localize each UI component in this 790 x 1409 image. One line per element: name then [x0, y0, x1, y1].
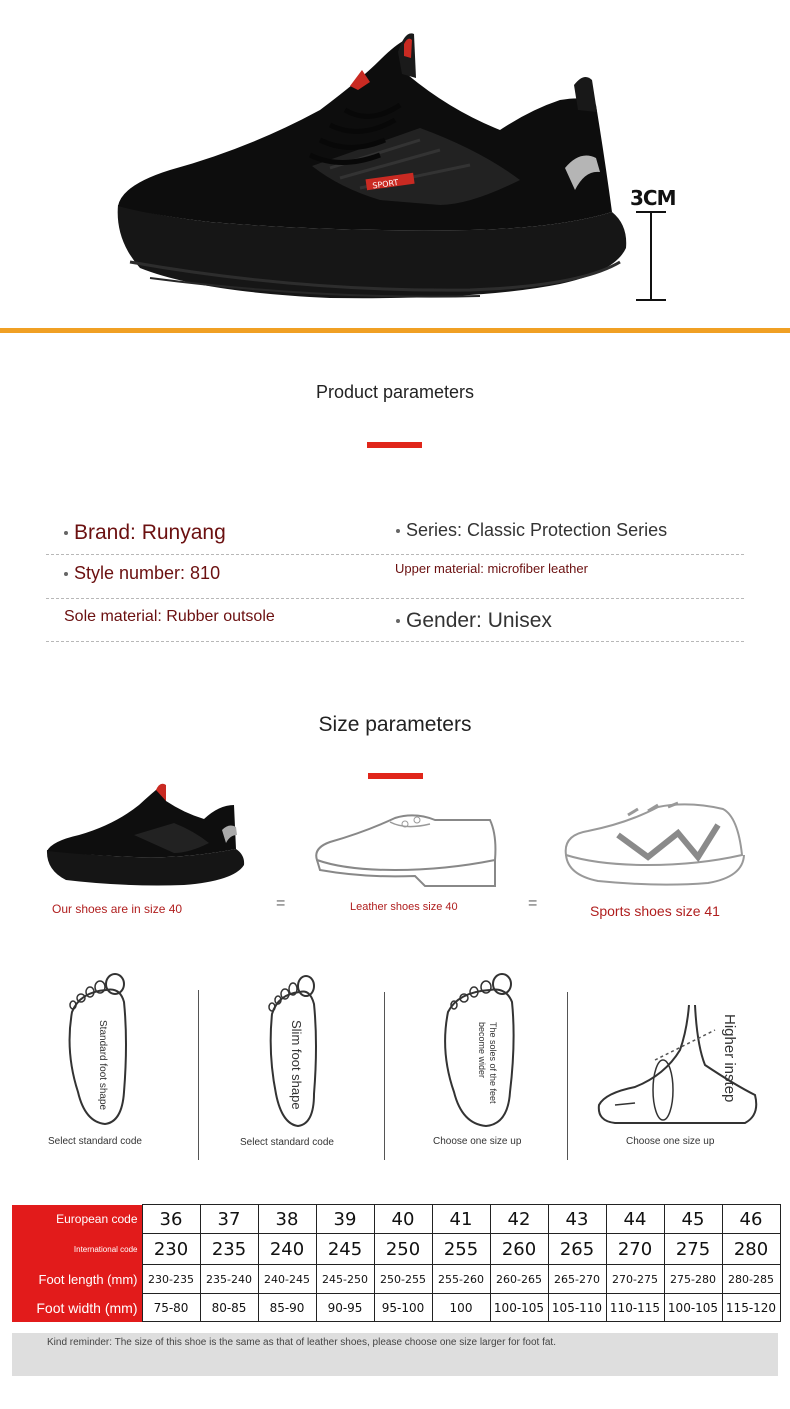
table-cell: 280-285	[722, 1265, 780, 1294]
orange-divider	[0, 328, 790, 333]
table-row	[12, 1265, 780, 1294]
table-cell: 95-100	[374, 1294, 432, 1322]
table-cell: 275-280	[664, 1265, 722, 1294]
param-divider	[46, 641, 744, 642]
foot-shape-label: Higher instep	[721, 1014, 738, 1103]
foot-shape-label: The soles of the feet become wider	[477, 1022, 498, 1104]
sports-shoe-image	[558, 795, 753, 895]
table-cell: 85-90	[258, 1294, 316, 1322]
table-cell: 275	[664, 1234, 722, 1265]
column-divider	[567, 992, 568, 1160]
size-title-underline	[368, 773, 423, 779]
equals-sign: =	[276, 895, 286, 912]
table-cell: 230	[142, 1234, 200, 1265]
foot-width-header: Foot width (mm)	[12, 1294, 142, 1322]
leather-shoe-image	[305, 790, 505, 895]
table-cell: 40	[374, 1205, 432, 1234]
table-cell: 44	[606, 1205, 664, 1234]
table-cell: 38	[258, 1205, 316, 1234]
european-code-header: European code	[12, 1205, 142, 1234]
table-cell: 100-105	[490, 1294, 548, 1322]
table-cell: 255	[432, 1234, 490, 1265]
foot-shape-caption: Choose one size up	[433, 1136, 522, 1147]
table-cell: 250-255	[374, 1265, 432, 1294]
table-cell: 39	[316, 1205, 374, 1234]
table-cell: 45	[664, 1205, 722, 1234]
param-style-number: Style number: 810	[64, 563, 220, 584]
param-divider	[46, 554, 744, 555]
leather-shoes-caption: Leather shoes size 40	[350, 901, 458, 913]
table-cell: 90-95	[316, 1294, 374, 1322]
our-shoes-caption: Our shoes are in size 40	[52, 902, 183, 916]
param-divider	[46, 598, 744, 599]
our-shoe-image	[44, 775, 249, 890]
size-parameters-title: Size parameters	[318, 713, 472, 736]
table-row	[12, 1205, 780, 1234]
table-cell: 80-85	[200, 1294, 258, 1322]
table-row	[12, 1294, 780, 1322]
param-upper-material: Upper material: microfiber leather	[395, 561, 588, 576]
table-cell: 260	[490, 1234, 548, 1265]
table-cell: 240	[258, 1234, 316, 1265]
table-cell: 46	[722, 1205, 780, 1234]
column-divider	[384, 992, 385, 1160]
table-cell: 110-115	[606, 1294, 664, 1322]
table-cell: 37	[200, 1205, 258, 1234]
table-cell: 265-270	[548, 1265, 606, 1294]
equals-sign: =	[528, 895, 538, 912]
height-label: 3CM	[630, 186, 676, 210]
foot-shape-caption: Choose one size up	[626, 1136, 715, 1147]
foot-shape-label: Standard foot shape	[97, 1020, 108, 1111]
table-cell: 36	[142, 1205, 200, 1234]
table-cell: 240-245	[258, 1265, 316, 1294]
table-cell: 265	[548, 1234, 606, 1265]
kind-reminder: Kind reminder: The size of this shoe is the same as that of leather shoes, please choose one size larger for foot fat.	[12, 1333, 778, 1376]
table-cell: 270-275	[606, 1265, 664, 1294]
param-series: Series: Classic Protection Series	[396, 520, 667, 541]
column-divider	[198, 990, 199, 1160]
international-code-header: International code	[12, 1234, 142, 1265]
table-cell: 245	[316, 1234, 374, 1265]
sports-shoes-caption: Sports shoes size 41	[590, 903, 720, 919]
table-cell: 270	[606, 1234, 664, 1265]
foot-shape-label: Slim foot shape	[289, 1020, 304, 1110]
foot-shape-caption: Select standard code	[48, 1136, 142, 1147]
table-cell: 105-110	[548, 1294, 606, 1322]
foot-length-header: Foot length (mm)	[12, 1265, 142, 1294]
table-cell: 43	[548, 1205, 606, 1234]
foot-shape-caption: Select standard code	[240, 1137, 334, 1148]
table-cell: 75-80	[142, 1294, 200, 1322]
product-parameters-title: Product parameters	[315, 382, 475, 402]
size-table	[12, 1204, 781, 1322]
table-cell: 100-105	[664, 1294, 722, 1322]
table-cell: 235	[200, 1234, 258, 1265]
hero-section	[0, 0, 790, 330]
high-instep-foot-icon	[595, 1005, 765, 1130]
table-cell: 100	[432, 1294, 490, 1322]
hero-shoe-image	[0, 0, 790, 330]
param-sole-material: Sole material: Rubber outsole	[64, 608, 275, 625]
table-cell: 250	[374, 1234, 432, 1265]
table-cell: 245-250	[316, 1265, 374, 1294]
product-title-underline	[367, 442, 422, 448]
table-cell: 115-120	[722, 1294, 780, 1322]
table-cell: 42	[490, 1205, 548, 1234]
table-cell: 260-265	[490, 1265, 548, 1294]
param-brand: Brand: Runyang	[64, 521, 226, 545]
param-gender: Gender: Unisex	[396, 609, 552, 633]
table-row	[12, 1234, 780, 1265]
table-cell: 235-240	[200, 1265, 258, 1294]
table-cell: 230-235	[142, 1265, 200, 1294]
table-cell: 280	[722, 1234, 780, 1265]
shoe-tag-text: SPORT	[371, 177, 399, 191]
table-cell: 255-260	[432, 1265, 490, 1294]
table-cell: 41	[432, 1205, 490, 1234]
